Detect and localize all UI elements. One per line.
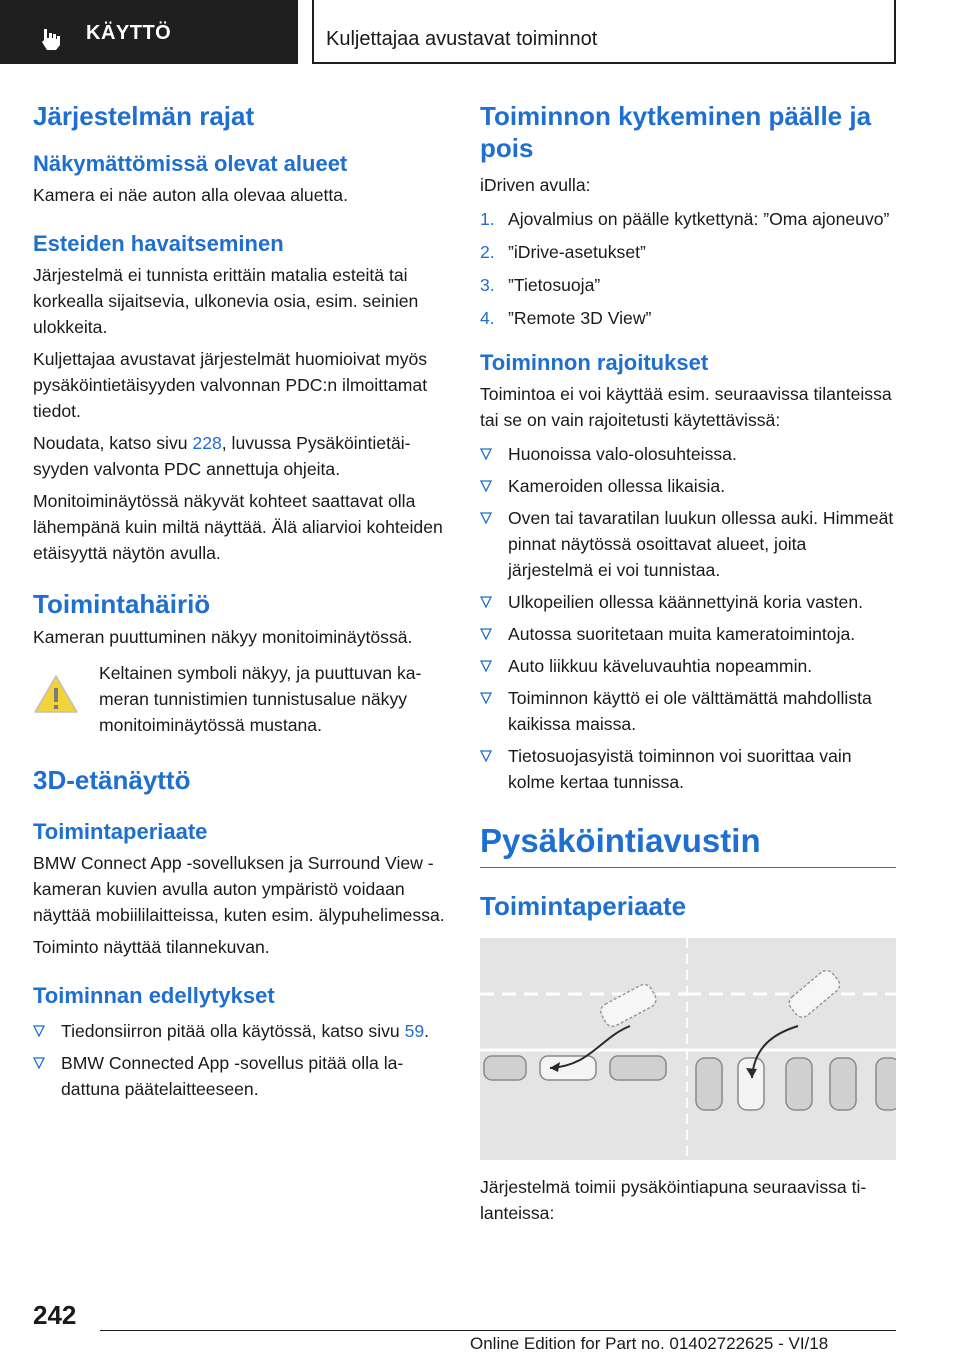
requirement-1-pre: Tiedonsiirron pitää olla käytössä, katso sivu xyxy=(61,1021,405,1041)
step-text: Ajovalmius on päälle kytkettynä: ”Oma ajoneuvo” xyxy=(508,209,890,229)
list-item xyxy=(33,1018,448,1044)
heading-principle-3d: Toimintaperiaate xyxy=(33,819,208,844)
heading-principle-parking: Toimintaperiaate xyxy=(480,891,687,921)
restriction-text: Toiminnon käyttö ei ole välttämättä mahdollista kaikissa maissa. xyxy=(508,688,872,734)
heading-3d-remote-view: 3D-etänäyttö xyxy=(33,765,191,795)
restriction-text: Kameroiden ollessa likaisia. xyxy=(508,476,726,496)
list-item xyxy=(480,743,896,795)
restriction-text: Tietosuojasyistä toiminnon voi suorittaa vain kolme kertaa tunnissa. xyxy=(508,746,852,792)
paragraph-obstacles-3-pre: Noudata, katso sivu xyxy=(33,433,193,453)
hand-pointer-icon xyxy=(40,27,62,51)
step-number: 4. xyxy=(480,308,495,328)
bullet-triangle-icon xyxy=(480,480,492,492)
paragraph-parking: Järjestelmä toimii pysäköintiapuna seuraavissa tilanteissa: xyxy=(480,1177,867,1223)
list-item xyxy=(480,206,896,232)
paragraph-idrive: iDriven avulla: xyxy=(480,175,591,195)
parked-car xyxy=(610,1056,666,1080)
list-item xyxy=(480,621,896,647)
step-text: ”Tietosuoja” xyxy=(508,275,601,295)
paragraph-principle-2: Toiminto näyttää tilannekuvan. xyxy=(33,937,270,957)
right-column xyxy=(480,100,896,1226)
restrictions-list xyxy=(480,441,896,795)
paragraph-obstacles-2: Kuljettajaa avustavat järjestelmät huomioivat myös pysäköintietäisyyden valvonnan PDC:n ilmoittamat tiedot. xyxy=(33,349,428,421)
bullet-triangle-icon xyxy=(480,596,492,608)
list-item xyxy=(33,1050,448,1102)
heading-system-limits: Järjestelmän rajat xyxy=(33,101,255,131)
list-item xyxy=(480,441,896,467)
bullet-triangle-icon xyxy=(480,512,492,524)
restriction-text: Huonoissa valo-olosuhteissa. xyxy=(508,444,737,464)
list-item xyxy=(480,653,896,679)
list-item xyxy=(480,685,896,737)
chapter-title: Kuljettajaa avustavat toiminnot xyxy=(326,28,598,50)
parking-diagram xyxy=(480,938,896,1160)
warning-text: Keltainen symboli näkyy, ja puuttuvan kameran tunnistimien tunnistusalue näkyy monitoiminäytössä mustana. xyxy=(99,663,422,735)
steps-list xyxy=(480,206,896,331)
heading-restrictions: Toiminnon rajoitukset xyxy=(480,350,709,375)
list-item xyxy=(480,305,896,331)
step-number: 2. xyxy=(480,242,495,262)
list-item xyxy=(480,505,896,583)
list-item xyxy=(480,473,896,499)
bullet-triangle-icon xyxy=(480,660,492,672)
restriction-text: Autossa suoritetaan muita kameratoimintoja. xyxy=(508,624,856,644)
heading-obstacle-detection: Esteiden havaitseminen xyxy=(33,231,284,256)
heading-parking-assistant: Pysäköintiavustin xyxy=(480,822,761,859)
chapter-tab xyxy=(312,0,896,64)
bullet-triangle-icon xyxy=(480,692,492,704)
bullet-triangle-icon xyxy=(33,1025,45,1037)
bullet-triangle-icon xyxy=(33,1057,45,1069)
page-link-59[interactable]: 59 xyxy=(404,1021,425,1041)
paragraph-malfunction: Kameran puuttuminen näkyy monitoiminäytössä. xyxy=(33,627,413,647)
bullet-triangle-icon xyxy=(480,628,492,640)
list-item xyxy=(480,272,896,298)
page-link-228[interactable]: 228 xyxy=(192,433,222,453)
section-tab xyxy=(0,0,298,64)
paragraph-obstacles-3-post: , luvussa Pysäköintietäisyyden valvonta PDC annettuja ohjeita. xyxy=(33,433,411,479)
bullet-triangle-icon xyxy=(480,448,492,460)
heading-switch-on-off: Toiminnon kytkeminen päälle ja pois xyxy=(480,101,872,163)
parked-car xyxy=(484,1056,526,1080)
paragraph-obstacles-3 xyxy=(33,430,448,482)
left-column xyxy=(33,100,448,1108)
restriction-text: Oven tai tavaratilan luukun ollessa auki. Himmeät pinnat näytössä osoittavat alueet, joita järjestelmä ei voi tunnistaa. xyxy=(508,508,894,580)
restriction-text: Auto liikkuu käveluvauhtia nopeammin. xyxy=(508,656,813,676)
footer-edition: Online Edition for Part no. 01402722625 - VI/18 xyxy=(470,1334,829,1353)
paragraph-obstacles-4: Monitoiminäytössä näkyvät kohteet saattavat olla lähempänä kuin miltä näyttää. Älä aliarvioi kohteiden etäisyyttä näytön avulla. xyxy=(33,491,443,563)
heading-malfunction: Toimintahäiriö xyxy=(33,589,211,619)
paragraph-restrictions: Toimintoa ei voi käyttää esim. seuraavissa tilanteissa tai se on vain rajoitetusti käytettävissä: xyxy=(480,384,892,430)
list-item xyxy=(480,239,896,265)
parking-car xyxy=(540,1056,596,1080)
paragraph-obstacles-1: Järjestelmä ei tunnista erittäin matalia esteitä tai korkealla sijaitsevia, ulkonevia osia, esim. seinien ulokkeita. xyxy=(33,265,419,337)
heading-invisible-areas: Näkymättömissä olevat alueet xyxy=(33,151,348,176)
heading-rule xyxy=(480,867,896,868)
heading-requirements: Toiminnan edellytykset xyxy=(33,983,275,1008)
step-text: ”Remote 3D View” xyxy=(508,308,652,328)
requirement-1-post: . xyxy=(424,1021,430,1041)
parking-illustration xyxy=(480,938,896,1160)
step-text: ”iDrive-asetukset” xyxy=(508,242,646,262)
page-number: 242 xyxy=(33,1300,77,1330)
requirements-list xyxy=(33,1018,448,1102)
list-item xyxy=(480,589,896,615)
requirement-2: BMW Connected App -sovellus pitää olla ladattuna päätelaitteeseen. xyxy=(61,1053,404,1099)
warning-triangle-icon xyxy=(33,674,79,714)
step-number: 3. xyxy=(480,275,495,295)
section-title: KÄYTTÖ xyxy=(86,22,172,44)
paragraph-invisible-areas: Kamera ei näe auton alla olevaa aluetta. xyxy=(33,185,348,205)
warning-note xyxy=(33,660,448,738)
restriction-text: Ulkopeilien ollessa käännettyinä koria vasten. xyxy=(508,592,864,612)
paragraph-principle-1: BMW Connect App -sovelluksen ja Surround View -kameran kuvien avulla auton ympäristö voidaan näyttää mobiililaitteissa, kuten esim. älypuhelimessa. xyxy=(33,853,445,925)
step-number: 1. xyxy=(480,209,495,229)
footer-rule xyxy=(100,1330,896,1331)
bullet-triangle-icon xyxy=(480,750,492,762)
